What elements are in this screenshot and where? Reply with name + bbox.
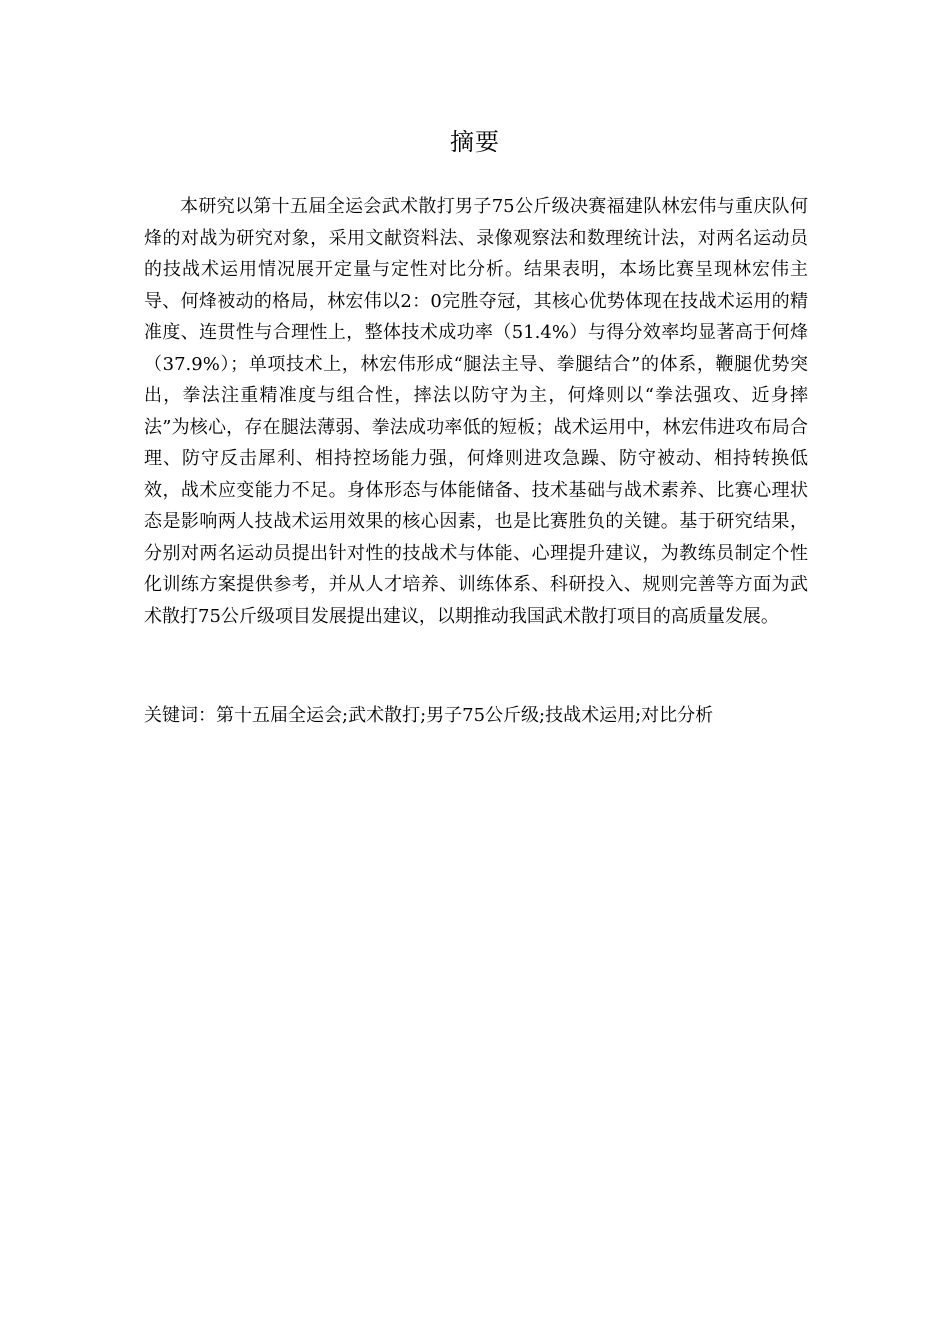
abstract-title: 摘要 bbox=[450, 128, 500, 156]
keywords-label: 关键词： bbox=[144, 705, 216, 726]
abstract-body: 本研究以第十五届全运会武术散打男子75公斤级决赛福建队林宏伟与重庆队何烽的对战为研究对象，采用文献资料法、录像观察法和数理统计法，对两名运动员的技战术运用情况展开定量与定性对比分析。结果表明，本场比赛呈现林宏伟主导、何烽被动的格局，林宏伟以2：0完胜夺冠，其核心优势体现在技战术运用的精准度、连贯性与合理性上，整体技术成功率（51.4%）与得分效率均显著高于何烽（37.9%）；单项技术上，林宏伟形成“腿法主导、拳腿结合”的体系，鞭腿优势突出，拳法注重精准度与组合性，摔法以防守为主，何烽则以“拳法强攻、近身摔法”为核心，存在腿法薄弱、拳法成功率低的短板；战术运用中，林宏伟进攻布局合理、防守反击犀利、相持控场能力强，何烽则进攻急躁、防守被动、相持转换低效，战术应变能力不足。身体形态与体能储备、技术基础与战术素养、比赛心理状态是影响两人技战术运用效果的核心因素，也是比赛胜负的关键。基于研究结果，分别对两名运动员提出针对性的技战术与体能、心理提升建议，为教练员制定个性化训练方案提供参考，并从人才培养、训练体系、科研投入、规则完善等方面为武术散打75公斤级项目发展提出建议，以期推动我国武术散打项目的高质量发展。 bbox=[144, 196, 808, 627]
keywords-list: 第十五届全运会;武术散打;男子75公斤级;技战术运用;对比分析 bbox=[216, 705, 714, 726]
keywords-line bbox=[144, 700, 808, 732]
